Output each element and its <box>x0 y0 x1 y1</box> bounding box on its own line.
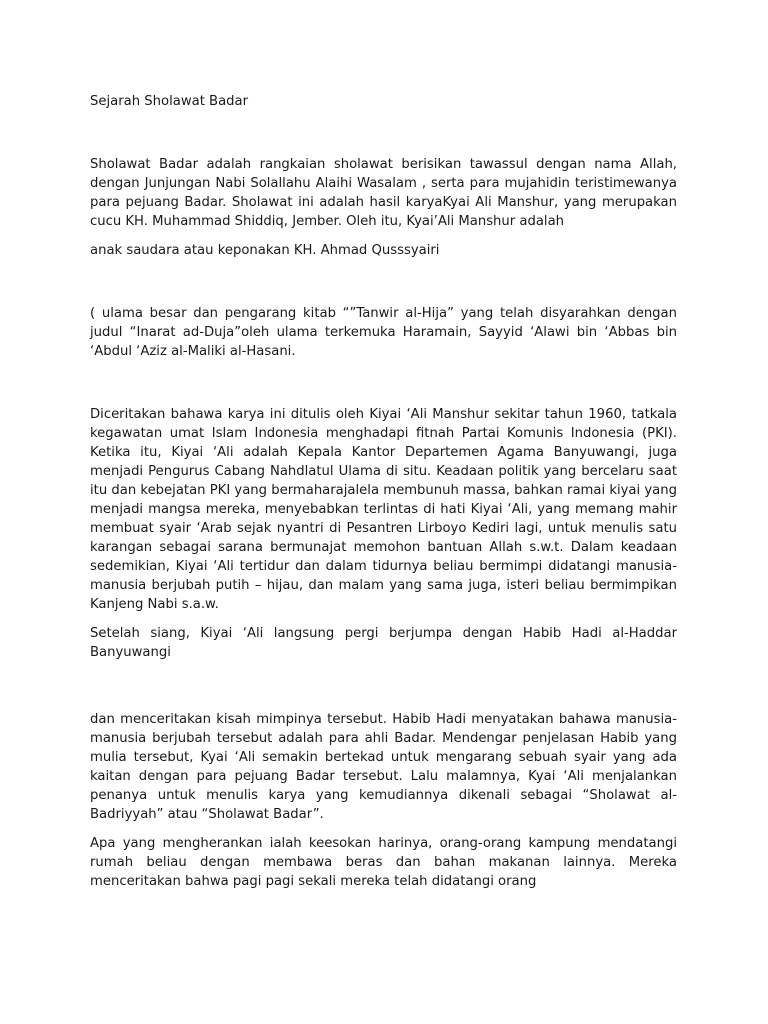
spacer <box>90 111 677 155</box>
paragraph-story: Diceritakan bahawa karya ini ditulis oleh Kiyai ‘Ali Manshur sekitar tahun 1960, tatkala kegawatan umat Islam Indonesia menghadapi fitnah Partai Komunis Indonesia (PKI). Ketika itu, Kiyai ‘Ali adalah Kepala Kantor Departemen Agama Banyuwangi, juga menjadi Pengurus Cabang Nahdlatul Ulama di situ. Keadaan politik yang bercelaru saat itu dan kebejatan PKI yang bermaharajalela membunuh massa, bahkan ramai kiyai yang menjadi mangsa mereka, menyebabkan terlintas di hati Kiyai ‘Ali, yang memang mahir membuat syair ‘Arab sejak nyantri di Pesantren Lirboyo Kediri lagi, untuk menulis satu karangan sebagai sarana bermunajat memohon bantuan Allah s.w.t. Dalam keadaan sedemikian, Kiyai ‘Ali tertidur dan dalam tidurnya beliau bermimpi didatangi manusia-manusia berjubah putih – hijau, dan malam yang sama juga, isteri beliau bermimpikan Kanjeng Nabi s.a.w. <box>90 407 677 612</box>
spacer <box>90 231 677 241</box>
document-page <box>90 92 677 891</box>
spacer <box>90 614 677 624</box>
paragraph-visit: Setelah siang, Kiyai ‘Ali langsung pergi berjumpa dengan Habib Hadi al-Haddar Banyuwangi <box>90 626 677 660</box>
spacer <box>90 824 677 834</box>
paragraph-dream: dan menceritakan kisah mimpinya tersebut. Habib Hadi menyatakan bahawa manusia-manusia berjubah tersebut adalah para ahli Badar. Mendengar penjelasan Habib yang mulia tersebut, Kyai ‘Ali semakin bertekad untuk mengarang sebuah syair yang ada kaitan dengan para pejuang Badar tersebut. Lalu malamnya, Kyai ‘Ali menjalankan penanya untuk menulis karya yang kemudiannya dikenali sebagai “Sholawat al-Badriyyah” atau “Sholawat Badar”. <box>90 712 677 822</box>
document-title: Sejarah Sholawat Badar <box>90 94 249 109</box>
paragraph-nephew: anak saudara atau keponakan KH. Ahmad Qusssyairi <box>90 243 440 258</box>
spacer <box>90 662 677 710</box>
spacer <box>90 361 677 405</box>
paragraph-intro: Sholawat Badar adalah rangkaian sholawat berisikan tawassul dengan nama Allah, dengan Junjungan Nabi Solallahu Alaihi Wasalam , serta para mujahidin teristimewanya para pejuang Badar. Sholawat ini adalah hasil karyaKyai Ali Manshur, yang merupakan cucu KH. Muhammad Shiddiq, Jember. Oleh itu, Kyai’Ali Manshur adalah <box>90 157 677 229</box>
paragraph-villagers: Apa yang mengherankan ialah keesokan harinya, orang-orang kampung mendatangi rumah beliau dengan membawa beras dan bahan makanan lainnya. Mereka menceritakan bahwa pagi pagi sekali mereka telah didatangi orang <box>90 836 677 889</box>
paragraph-ulama: ( ulama besar dan pengarang kitab “”Tanwir al-Hija” yang telah disyarahkan dengan judul “Inarat ad-Duja”oleh ulama terkemuka Haramain, Sayyid ‘Alawi bin ‘Abbas bin ‘Abdul ‘Aziz al-Maliki al-Hasani. <box>90 306 677 359</box>
spacer <box>90 260 677 304</box>
